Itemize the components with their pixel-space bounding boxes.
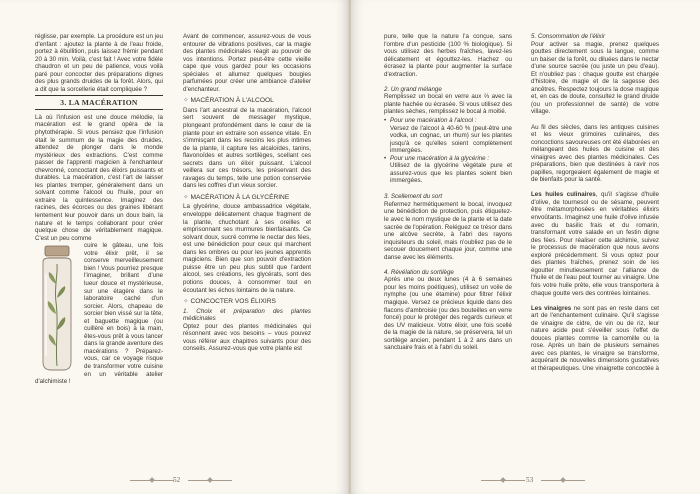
paragraph: Optez pour des plantes médicinales qui résonnent avec vos besoins – vous pouvez vous référer aux chapitres suivants pour des conseils. Assurez-vous que votre plante est — [183, 322, 311, 353]
jar-drawing — [35, 244, 79, 372]
paragraph: Là où l'infusion est une douce mélodie, la macération est le grand opéra de la phytothérapie. Si vous pensiez que l'infusion était le summum de la magie des druides, attendez de plonger dans le monde mystérieux des extractions. C'est comme passer de l'apprenti magicien à l'enchanteur chevronné, concoctant des élixirs puissants et durables. La macération, c'est l'art de laisser les plantes tremper, généralement dans un solvant comme l'alcool ou l'huile, pour en extraire la quintessence. Imaginez des racines, des écorces ou des graines libérant lentement leur pouvoir dans un doux bain, la nature et le temps collaborant pour créer quelque chose de véritablement magique. C'est un peu comme — [35, 113, 163, 242]
list-item-title: Pour une macération à l'alcool : — [390, 116, 477, 124]
page-number: 53 — [526, 476, 534, 484]
paragraph-text: , qu'il s'agisse d'huile d'olive, de tournesol ou de sésame, peuvent être métamorphosées en véritables élixirs envoûtants. Imaginez une huile d'olive infusée avec du basilic frais et du romarin, transformant votre salade en un festin digne des fées. Pour réaliser cette alchimie, suivez le processus de macération que nous avons exploré précédemment. Si vous optez pour des plantes fraîches, prenez soin de les égoutter minutieusement car l'alliance de l'huile et de l'eau peut tourner au vinaigre. Une fois votre huile prête, elle vous transportera à chaque goutte vers des contrées lointaines. — [531, 191, 659, 297]
list-item-title: Pour une macération à la glycérine : — [390, 154, 490, 162]
paragraph: pure, telle que la nature l'a conçue, sans l'ombre d'un pesticide (100 % biologique). Si vous utilisez des herbes fraîches, lavez-les délicatement et égouttez-les. Hachez ou écrasez la plante pour augmenter la surface d'extraction. — [384, 33, 512, 78]
left-page — [0, 0, 349, 494]
list-item — [384, 117, 512, 155]
subheading-text: MACÉRATION À LA GLYCÉRINE — [190, 193, 290, 201]
paragraph-text: ne sont pas en reste dans cet art de l'enchantement culinaire. Qu'il s'agisse de vinaigre de cidre, de vin ou de riz, leur nature acide peut s'éveiller sous l'effet de douces plantes comme la camomille ou la rose. Après un bain de plusieurs semaines avec ces plantes, le vinaigre se transforme, acquérant de nouvelles dimensions gustatives et thérapeutiques. Une vinaigrette concoctée à — [531, 304, 659, 372]
section-heading: 3. LA MACÉRATION — [35, 95, 163, 110]
step-title: 5. Consommation de l'élixir — [531, 33, 606, 40]
paragraph: La glycérine, douce ambassadrice végétale, enveloppe délicatement chaque fragment de la plante, chuchotant à ses oreilles et emprisonnant ses murmures bienfaisants. Ce solvant doux, sucré comme le nectar des fées, est une bénédiction pour ceux qui marchent dans les ombres ou pour les jeunes apprentis magiciens. Bien que son pouvoir d'extraction puisse être un peu plus subtil que l'ardent alcool, ses créations, les glycérats, sont des potions douces, à consommer tout en écoutant les échos lointains de la nature. — [183, 203, 311, 294]
ornament-line — [481, 480, 525, 481]
bold-term: Les vinaigres — [531, 304, 572, 312]
paragraph: cuire le gâteau, une fois votre élixir prêt, il se conserve merveilleusement bien ! Vous pourriez presque l'imaginer, brillant d'une lueur douce et mystérieuse, sur une étagère dans le laboratoire caché d'un sorcier. Alors, chapeau de sorcier bien vissé sur la tête, et baguette magique (ou cuillère en bois) à la main, êtes-vous prêt à vous lancer dans la grande aventure des macérations ? Préparez-vous, car ce voyage risque de transformer votre cuisine en un véritable atelier d'alchimiste ! — [35, 242, 163, 386]
paragraph: Pour activer sa magie, prenez quelques gouttes directement sous la langue, comme un baiser de la forêt, ou diluées dans le nectar d'une source sacrée (ou juste un peu d'eau). Et n'oubliez pas : chaque goutte est chargée d'histoire, de magie et de la sagesse des ancêtres. Respectez toujours la dose magique et, en cas de doute, consultez le grand druide (ou un professionnel de santé) de votre village. — [531, 40, 659, 116]
paragraph: Refermez hermétiquement le bocal, invoquez une bénédiction de protection, puis étiquetez-le avec le nom mystique de la plante et la date sacrée de l'opération. Reléguez ce trésor dans une alcôve secrète, à l'abri des rayons inquisiteurs du soleil, mais n'oubliez pas de le secouer doucement chaque jour, comme une danse avec les éléments. — [384, 200, 512, 261]
paragraph — [531, 305, 659, 373]
step-title: 4. Révélation du sortilège — [384, 268, 454, 276]
star-icon: ✧ — [183, 193, 189, 201]
paragraph: Dans l'art ancestral de la macération, l'alcool sert souvent de messager mystique, plongeant profondément dans le cœur de la plante pour en extraire son essence vitale. En s'immisçant dans les recoins les plus intimes de la plante, il capture les alcaloïdes, tanins, flavonoïdes et autres sortilèges, scellant ces secrets dans un élixir puissant. L'alcool veillera sur ces trésors, les préservant des ravages du temps, telle une potion conservée dans les coffres d'un vieux sorcier. — [183, 106, 311, 190]
subheading — [183, 298, 311, 306]
step-title: 3. Scellement du sort — [384, 193, 443, 201]
step-title: 1. Choix et préparation des plantes médicinales — [183, 307, 311, 323]
herb-jar-illustration — [35, 244, 79, 372]
list-item-text: Utilisez de la glycérine végétale pure et assurez-vous que les plantes soient bien immergées. — [390, 162, 512, 185]
list-item — [384, 155, 512, 185]
subheading — [183, 97, 311, 105]
paragraph: réglisse, par exemple. La procédure est un jeu d'enfant : ajoutez la plante à de l'eau froide, portez à ébullition, puis laissez frémir pendant 20 à 30 min. Voilà, c'est fait ! Avec votre fidèle chaudron et un peu de patience, vous voilà paré pour concocter des préparations dignes des plus grands druides de la forêt. Alors, qui a dit que la sorcellerie était compliquée ? — [35, 33, 163, 93]
ornament-line — [188, 480, 232, 481]
bullet-list — [384, 117, 512, 185]
right-column-1 — [384, 33, 512, 352]
left-column-1 — [35, 33, 163, 386]
paragraph — [531, 191, 659, 297]
subheading-text: MACÉRATION À L'ALCOOL — [190, 97, 274, 105]
bold-term: Les huiles culinaires — [531, 191, 596, 199]
paragraph: Après une ou deux lunes (4 à 6 semaines pour les moins poétiques), utilisez un voile de nymphe (ou une étamine) pour filtrer l'élixir magique. Versez ce précieux liquide dans des flacons d'ambroisie (ou des bouteilles en verre foncé) pour le protéger des regards curieux et des UV malicieux. Votre élixir, une fois scellé de la magie de la nature, se préservera, tel un sortilège ancien, pendant 1 à 2 ans dans un sanctuaire frais et à l'abri du soleil. — [384, 276, 512, 352]
subheading — [183, 194, 311, 202]
ornament-line — [130, 480, 174, 481]
star-icon: ✧ — [183, 97, 189, 105]
subheading-text: CONCOCTER VOS ÉLIXIRS — [190, 298, 276, 306]
left-column-2 — [183, 33, 311, 353]
step-title: 2. Un grand mélange — [384, 85, 442, 93]
right-column-2 — [531, 33, 659, 372]
star-icon: ✧ — [183, 298, 189, 306]
paragraph: Au fil des siècles, dans les antiques cuisines et les vieux grimoires culinaires, des concoctions savoureuses ont été élaborées en mélangeant des huiles de cuisine et des vinaigres avec des plantes médicinales. Ces préparations, bien que destinées à ravir nos papilles, regorgeaient également de magie et de bienfaits pour la santé. — [531, 123, 659, 184]
ornament-line — [541, 480, 585, 481]
page-number: 52 — [173, 476, 181, 484]
paragraph: Avant de commencer, assurez-vous de vous entourer de vibrations positives, car la magie des plantes médicinales réagit au pouvoir de vos intentions. Portez peut-être cette vieille cape que vous gardez pour les occasions spéciales et allumez quelques bougies parfumées pour créer une ambiance d'atelier d'enchanteur. — [183, 33, 311, 93]
paragraph: Remplissez un bocal en verre aux ⅔ avec la plante hachée ou écrasée. Si vous utilisez des plantes sèches, remplissez le bocal à moitié. — [384, 93, 512, 116]
right-page — [351, 0, 700, 494]
list-item-text: Versez de l'alcool à 40-60 % (peut-être une vodka, un cognac, un rhum) sur les plantes jusqu'à ce qu'elles soient complètement immergées. — [390, 124, 512, 155]
